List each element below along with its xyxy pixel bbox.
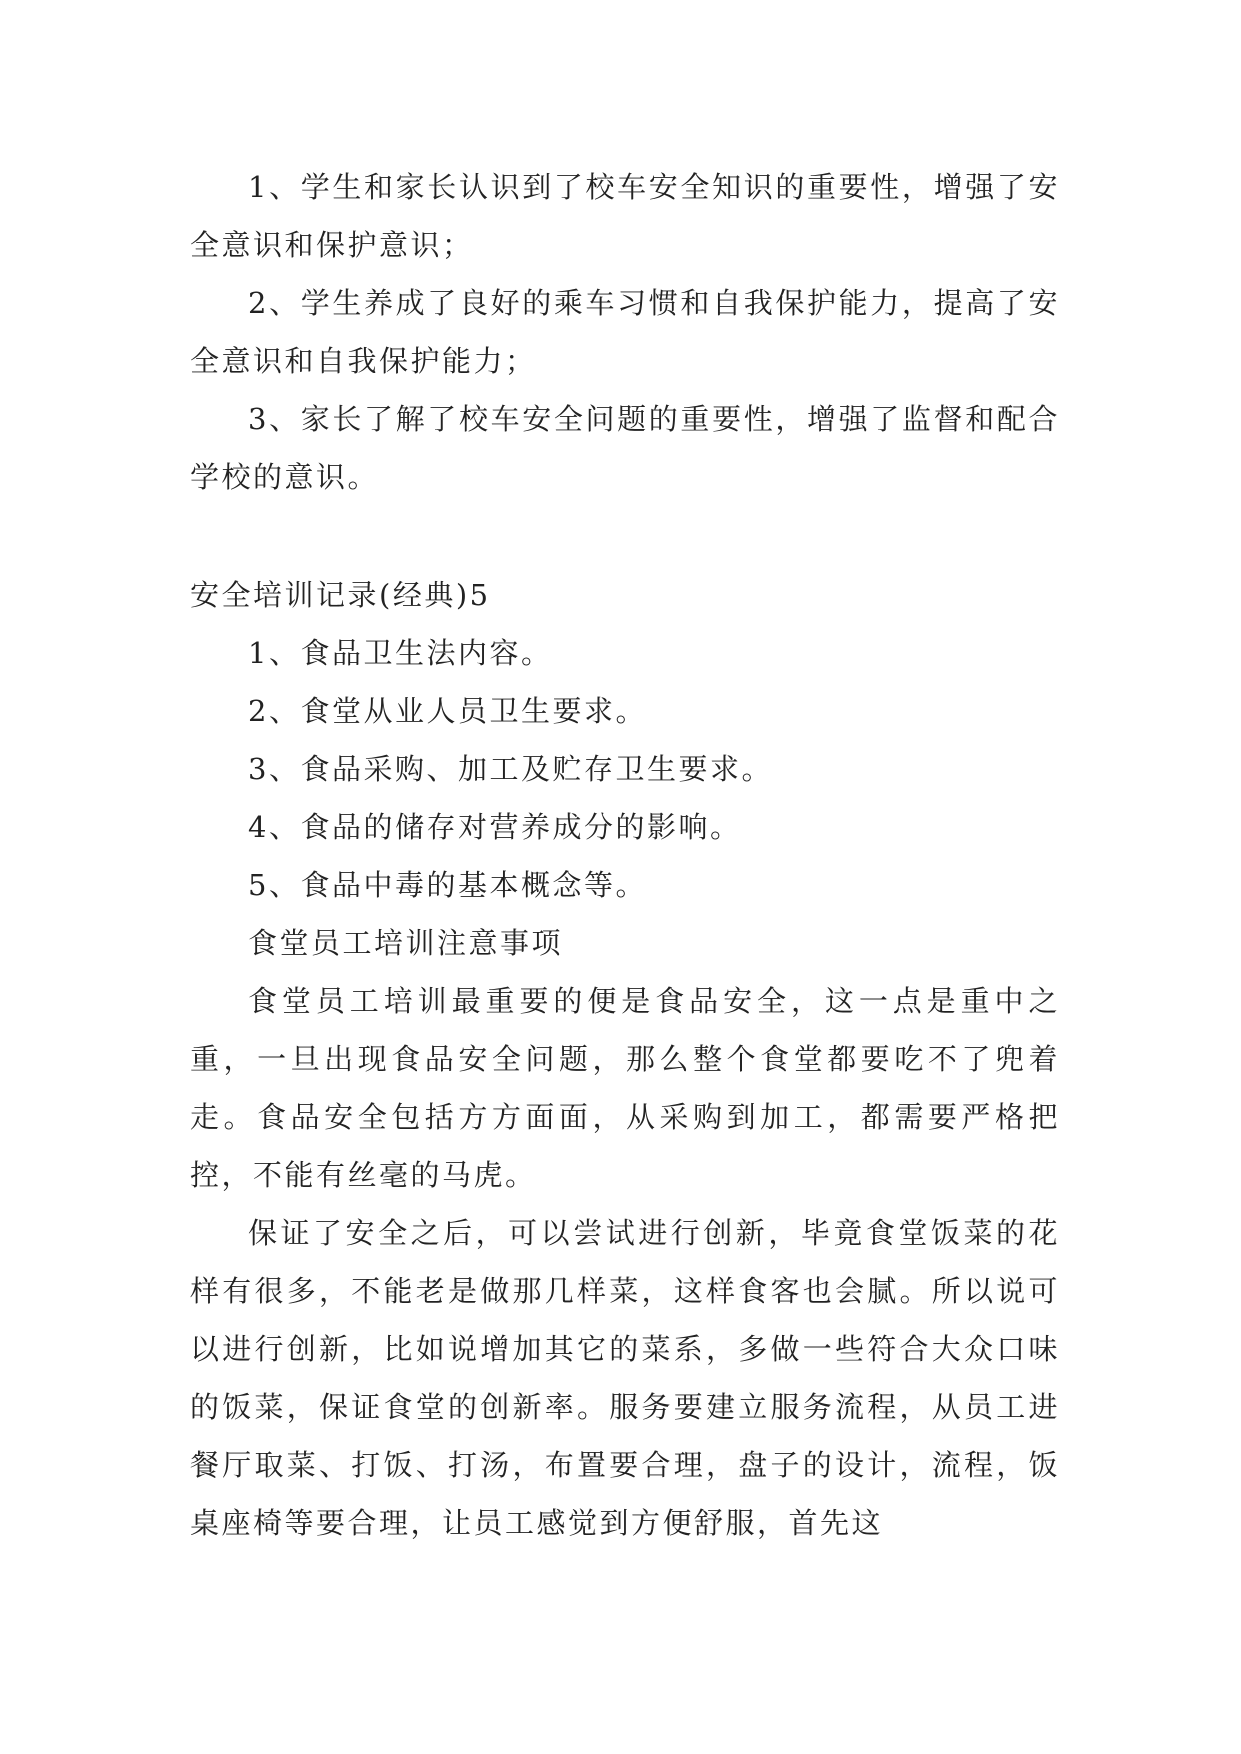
list-item-3: 3、食品采购、加工及贮存卫生要求。: [248, 752, 773, 786]
section-title: 安全培训记录(经典)5: [190, 578, 491, 612]
list-item-4: 4、食品的储存对营养成分的影响。: [248, 810, 742, 844]
list-item-1: 1、食品卫生法内容。: [248, 636, 553, 670]
outcomes-section: [190, 158, 1060, 506]
subheading: 食堂员工培训注意事项: [248, 926, 564, 960]
body-paragraph-2: 保证了安全之后，可以尝试进行创新，毕竟食堂饭菜的花样有很多，不能老是做那几样菜，这样食客也会腻。所以说可以进行创新，比如说增加其它的菜系，多做一些符合大众口味的饭菜，保证食堂的创新率。服务要建立服务流程，从员工进餐厅取菜、打饭、打汤，布置要合理，盘子的设计，流程，饭桌座椅等要合理，让员工感觉到方便舒服，首先这: [190, 1216, 1060, 1540]
outcome-paragraph-3: 3、家长了解了校车安全问题的重要性，增强了监督和配合学校的意识。: [190, 402, 1060, 494]
section-5: [190, 566, 1060, 1552]
outcome-paragraph-2: 2、学生养成了良好的乘车习惯和自我保护能力，提高了安全意识和自我保护能力；: [190, 286, 1060, 378]
list-item-5: 5、食品中毒的基本概念等。: [248, 868, 647, 902]
list-item-2: 2、食堂从业人员卫生要求。: [248, 694, 647, 728]
body-paragraph-1: 食堂员工培训最重要的便是食品安全，这一点是重中之重，一旦出现食品安全问题，那么整个食堂都要吃不了兜着走。食品安全包括方方面面，从采购到加工，都需要严格把控，不能有丝毫的马虎。: [190, 984, 1060, 1192]
outcome-paragraph-1: 1、学生和家长认识到了校车安全知识的重要性，增强了安全意识和保护意识；: [190, 170, 1060, 262]
